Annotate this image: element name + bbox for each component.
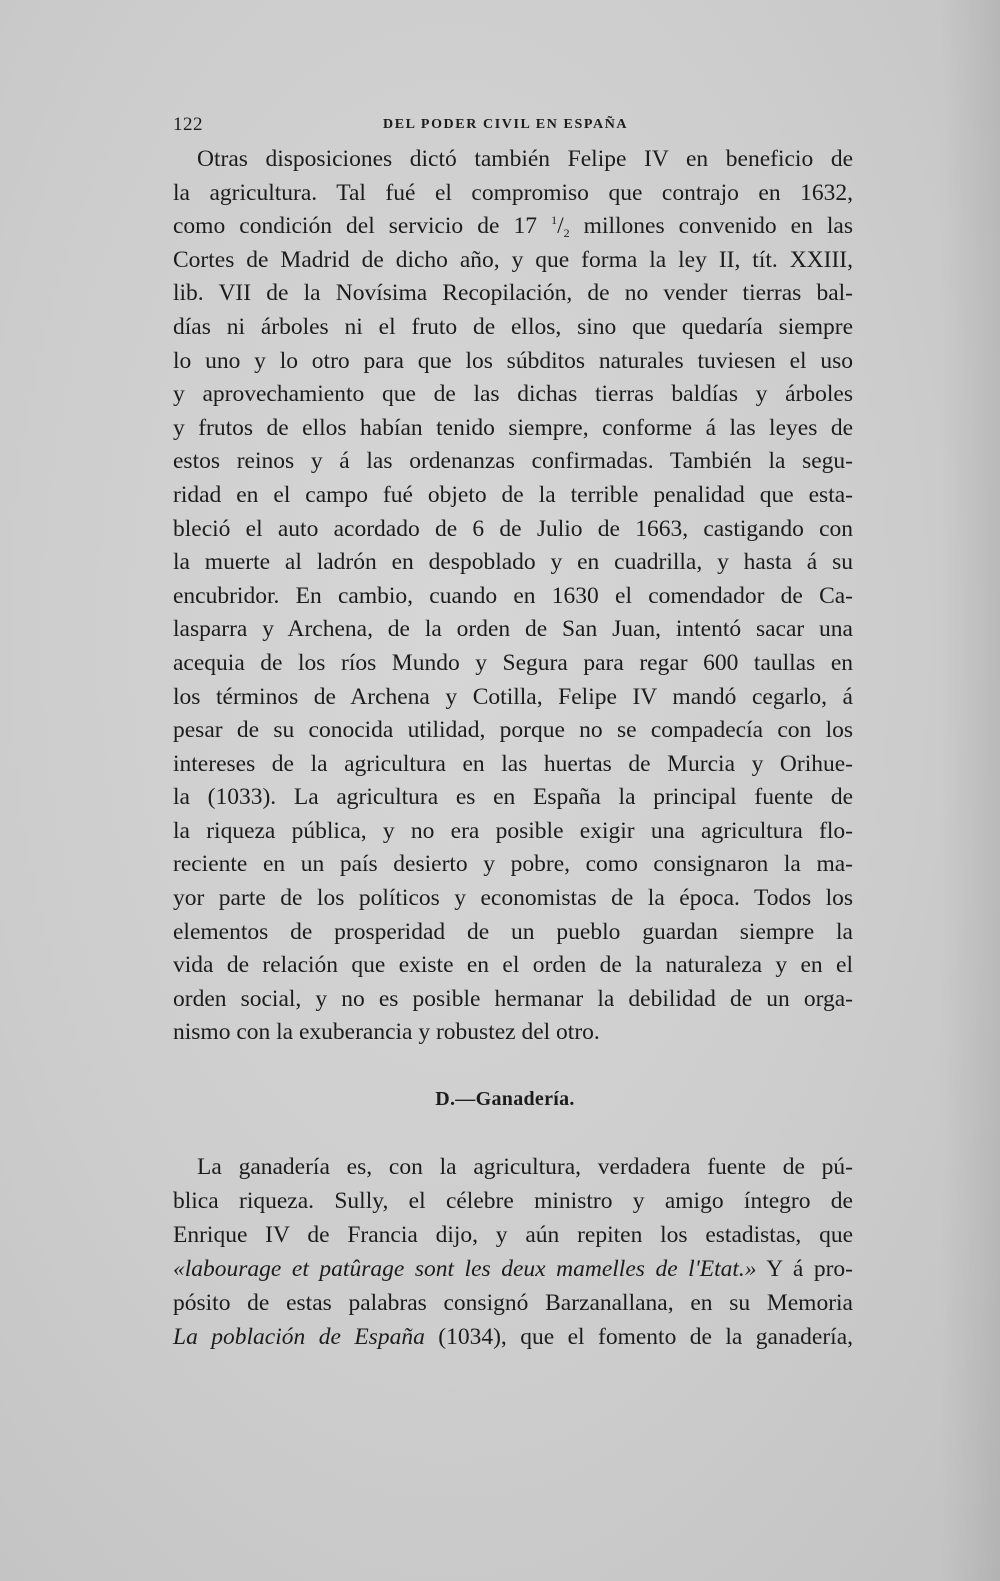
text-fragment: (1034), que el fomento de la ganadería, [424, 1324, 853, 1350]
text-line: pósito de estas palabras consignó Barzanallana, en su Memoria [173, 1290, 853, 1316]
text-line: vida de relación que existe en el orden de la naturaleza y en el [173, 952, 853, 979]
text-line: acequia de los ríos Mundo y Segura para regar 600 taullas en [173, 649, 853, 676]
text-line: Enrique IV de Francia dijo, y aún repiten los estadistas, que [173, 1222, 853, 1248]
text-line: lo uno y lo otro para que los súbditos naturales tuviesen el uso [173, 347, 853, 374]
text-line-with-quote [173, 1252, 853, 1286]
text-line: días ni árboles ni el fruto de ellos, sino que quedaría siempre [173, 313, 853, 340]
section-heading: D.—Ganadería. [435, 1088, 575, 1110]
work-title: La población de España [173, 1324, 425, 1350]
text-line: lib. VII de la Novísima Recopilación, de no vender tierras bal- [173, 280, 853, 307]
running-title: DEL PODER CIVIL EN ESPAÑA [383, 117, 629, 132]
text-fragment: millones convenido en las [569, 213, 853, 240]
text-line: nismo con la exuberancia y robustez del otro. [173, 1019, 600, 1046]
text-line: la muerte al ladrón en despoblado y en cuadrilla, y hasta á su [173, 549, 853, 576]
text-line: blica riqueza. Sully, el célebre ministro y amigo íntegro de [173, 1188, 853, 1214]
text-line: estos reinos y á las ordenanzas confirmadas. También la segu- [173, 448, 853, 475]
text-line: reciente en un país desierto y pobre, como consignaron la ma- [173, 851, 853, 878]
text-line: la riqueza pública, y no era posible exigir una agricultura flo- [173, 817, 853, 844]
paragraph-agricultura [173, 143, 853, 1050]
text-line: orden social, y no es posible hermanar la debilidad de un orga- [173, 985, 853, 1012]
text-line: bleció el auto acordado de 6 de Julio de 1663, castigando con [173, 515, 853, 542]
text-line-with-title [173, 1320, 853, 1354]
text-line: Cortes de Madrid de dicho año, y que forma la ley II, tít. XXIII, [173, 246, 853, 273]
text-line: encubridor. En cambio, cuando en 1630 el comendador de Ca- [173, 582, 853, 609]
text-line-with-fraction: como condición del servicio de 17 $^1/_2$ millones convenido en las [173, 213, 853, 241]
text-line: la (1033). La agricultura es en España la principal fuente de [173, 784, 853, 811]
french-quote: «labourage et patûrage sont les deux mamelles de l'Etat.» [173, 1256, 757, 1282]
text-line: y aprovechamiento que de las dichas tierras baldías y árboles [173, 381, 853, 408]
fraction-numerator: 1 [551, 213, 558, 228]
text-line: y frutos de ellos habían tenido siempre, conforme á las leyes de [173, 414, 853, 441]
text-line: elementos de prosperidad de un pueblo guardan siempre la [173, 918, 853, 945]
text-line: La ganadería es, con la agricultura, verdadera fuente de pú- [197, 1154, 853, 1180]
text-line: Otras disposiciones dictó también Felipe IV en beneficio de [197, 146, 853, 172]
fraction-denominator: 2 [563, 226, 570, 241]
paragraph-ganaderia [173, 1150, 853, 1354]
text-line: lasparra y Archena, de la orden de San Juan, intentó sacar una [173, 616, 853, 643]
text-fragment: como condición del servicio de 17 [173, 213, 537, 240]
text-line: yor parte de los políticos y economistas de la época. Todos los [173, 885, 853, 912]
page-number: 122 [173, 114, 203, 135]
text-line: pesar de su conocida utilidad, porque no se compadecía con los [173, 717, 853, 744]
text-line: intereses de la agricultura en las huertas de Murcia y Orihue- [173, 750, 853, 777]
text-line: ridad en el campo fué objeto de la terrible penalidad que esta- [173, 481, 853, 508]
text-line: la agricultura. Tal fué el compromiso que contrajo en 1632, [173, 179, 853, 206]
text-fragment: Y á pro- [756, 1256, 854, 1282]
text-line: los términos de Archena y Cotilla, Felipe IV mandó cegarlo, á [173, 683, 853, 710]
running-head [173, 114, 853, 138]
